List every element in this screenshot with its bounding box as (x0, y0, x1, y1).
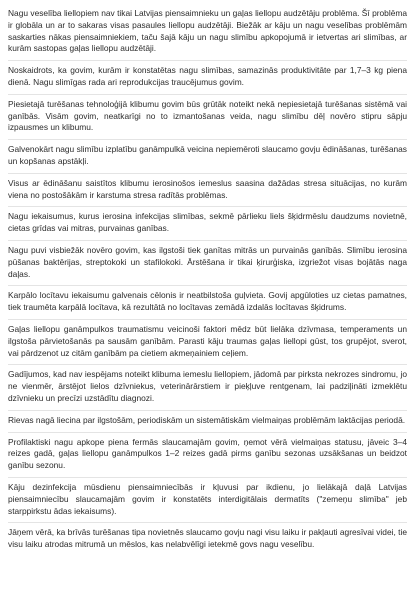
paragraph-2: Noskaidrots, ka govim, kurām ir konstatētas nagu slimības, samazinās produktivitāte par 1,7–3 kg piena dienā. Nagu slimīgas rada ari reprodukcijas traucējumus govim. (8, 61, 407, 95)
paragraph-9: Gaļas liellopu ganāmpulkos traumatismu veicinoši faktori mēdz būt lielāka dzīvmasa, temperaments un ilgstoša pārvietošanās pa sausām ganībām. Parasti kāju traumas gaļas liellopi gūst, tos grupējot, sverot, vai pārdzenot uz citām ganībām pa cietiem akmeņainiem ceļiem. (8, 320, 407, 365)
paragraph-3: Piesietajā turēšanas tehnoloģijā klibumu govim būs grūtāk noteikt nekā nepiesietajā turēšanas sistēmā vai ganībās. Visām govim, neatkarīgi no to izmantošanas veida, nagu slimību dēļ novēro stipru sāpju izpausmes un klibumu. (8, 95, 407, 140)
paragraph-14: Jāņem vērā, ka brīvās turēšanas tipa novietnēs slaucamo govju nagi visu laiku ir pakļauti agresīvai videi, tie visu laiku atrodas mitrumā un mēslos, kas nelabvēlīgi ietekmē govs nagu veselību. (8, 527, 407, 550)
paragraph-10: Gadījumos, kad nav iespējams noteikt klibuma iemeslu liellopiem, jādomā par pirksta nekrozes sindromu, jo ne vienmēr, ārstējot lielos dzīvniekus, veterinārārstiem ir pieķļuve rentgenam, lai padziļināti izmeklētu dzīvnieku un precīzi uzstādītu diagnozi. (8, 365, 407, 410)
paragraph-1: Nagu veselība liellopiem nav tikai Latvijas piensaimnieku un gaļas liellopu audzētāju problēma. Šī problēma ir globāla un ar to sakaras visas pasaules liellopu audzētāji. Biežāk ar kāju un nagu veselības problēmām saskarties nākas piensaimniekiem, taču šajā kāju un nagu slimību apkopojumā ir ietvertas ari slimības, ar kurām sastopas gaļas liellopu audzētāji. (8, 4, 407, 61)
paragraph-6: Nagu iekaisumus, kurus ierosina infekcijas slimības, sekmē pārlieku liels šķidrmēslu daudzums novietnē, cietas grīdas vai mitras, purvainas ganības. (8, 207, 407, 241)
paragraph-4: Galvenokārt nagu slimību izplatību ganāmpulkā veicina nepiemēroti slaucamo govju ēdināšanas, turēšanas un kopšanas apstākļi. (8, 140, 407, 174)
paragraph-7: Nagu puvi visbiežāk novēro govim, kas ilgstoši tiek ganītas mitrās un purvainās ganībās. Slimību ierosina pūšanas baktērijas, streptokoki un stafilokoki. Ārstēšana ir tikai ķirurģiska, izgriežot visas bojātās naga daļas. (8, 241, 407, 286)
paragraph-13: Kāju dezinfekcija mūsdienu piensaimniecībās ir kļuvusi par ikdienu, jo lielākajā daļā Latvijas piensaimniecību slaucamajām govim ir konstatēts interdigitālais dermatīts ("zemeņu slimība" jeb starppirkstu ādas iekaisums). (8, 478, 407, 523)
paragraph-8: Karpālo locītavu iekaisumu galvenais cēlonis ir neatbilstoša guļvieta. Govij apgūloties uz cietas pamatnes, tiek traumēta karpālā locītava, kā rezultātā no locītavas zemādā izdalās locītavas šķidrums. (8, 286, 407, 320)
paragraph-12: Profilaktiski nagu apkope piena fermās slaucamajām govim, ņemot vērā vielmaiņas statusu, jāveic 3–4 reizes gadā, gaļas liellopu ganāmpulkos 1–2 reizes gadā pirms ganību sezonas uzsākšanas un beidzot ganību sezonu. (8, 433, 407, 478)
paragraph-11: Rievas nagā liecina par ilgstošām, periodiskām un sistemātiskām vielmaiņas problēmām laktācijas periodā. (8, 411, 407, 433)
paragraph-5: Visus ar ēdināšanu saistītos klibumu ierosinošos iemeslus saasina dažādas stresa situācijas, no kurām viena no postošākām ir karstuma stresa radītās problēmas. (8, 174, 407, 208)
